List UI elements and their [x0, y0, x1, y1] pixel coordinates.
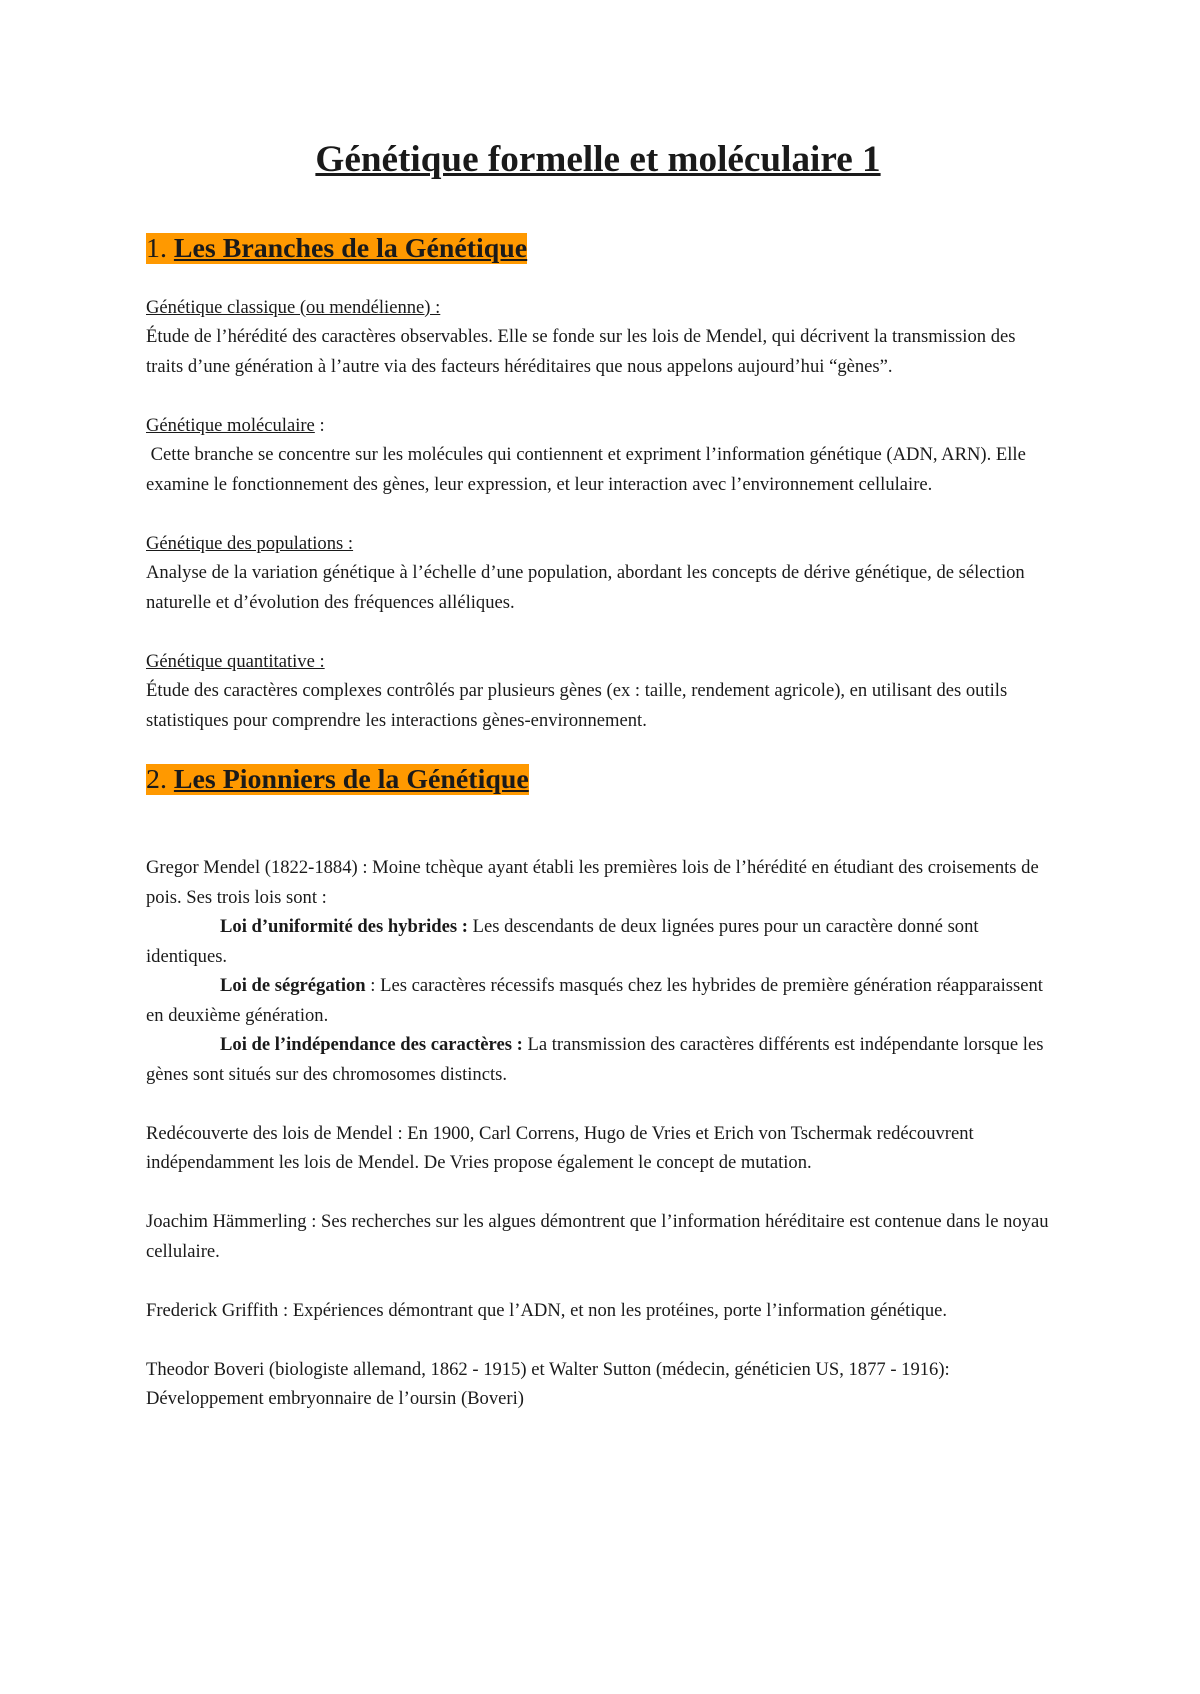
branch-classique-text: Étude de l’hérédité des caractères observables. Elle se fonde sur les lois de Mendel, qui décrivent la transmission des traits d’une génération à l’autre via des facteurs héréditaires que nous appelons aujourd’hui “gènes”.: [146, 326, 1016, 377]
boveri-paragraph: Theodor Boveri (biologiste allemand, 1862 - 1915) et Walter Sutton (médecin, généticien US, 1877 - 1916):: [146, 1358, 950, 1380]
boveri-development: Développement embryonnaire de l’oursin (Boveri): [146, 1388, 524, 1409]
section-1-label: Les Branches de la Génétique: [173, 232, 528, 264]
section-2-number: 2.: [146, 763, 167, 795]
section-2-heading: [146, 765, 1050, 795]
branch-moleculaire-title: Génétique moléculaire: [146, 414, 315, 436]
law-uniformity: [146, 912, 1050, 971]
law-segregation-text: : Les caractères récessifs masqués chez les hybrides de première génération réapparaissent en deuxième génération.: [146, 975, 1043, 1026]
branch-quantitative: [146, 647, 1050, 736]
branch-quantitative-text: Étude des caractères complexes contrôlés par plusieurs gènes (ex : taille, rendement agricole), en utilisant des outils statistiques pour comprendre les interactions gènes-environnement.: [146, 680, 1008, 731]
branch-classique: [146, 293, 1050, 382]
law-segregation: [146, 971, 1050, 1030]
branch-populations: [146, 529, 1050, 618]
branch-populations-title: Génétique des populations :: [146, 532, 354, 554]
branch-classique-title: Génétique classique (ou mendélienne) :: [146, 296, 441, 318]
mendel-block: [146, 853, 1050, 1089]
branch-quantitative-title: Génétique quantitative :: [146, 650, 325, 672]
section-2-label: Les Pionniers de la Génétique: [173, 763, 529, 795]
section-1-number: 1.: [146, 232, 167, 264]
law-independence-text: La transmission des caractères différents est indépendante lorsque les gènes sont situés sur des chromosomes distincts.: [146, 1034, 1044, 1085]
griffith-paragraph: Frederick Griffith : Expériences démontrant que l’ADN, et non les protéines, porte l’information génétique.: [146, 1299, 948, 1321]
mendel-intro: Gregor Mendel (1822-1884) : Moine tchèque ayant établi les premières lois de l’hérédité en étudiant des croisements de pois. Ses trois lois sont :: [146, 857, 1039, 908]
law-uniformity-text: Les descendants de deux lignées pures pour un caractère donné sont identiques.: [146, 916, 979, 967]
hammerling-paragraph: Joachim Hämmerling : Ses recherches sur les algues démontrent que l’information héréditaire est contenue dans le noyau cellulaire.: [146, 1211, 1049, 1262]
law-independence: [146, 1030, 1050, 1089]
document-title: Génétique formelle et moléculaire 1: [315, 139, 881, 180]
law-uniformity-name: Loi d’uniformité des hybrides :: [220, 916, 468, 937]
rediscovery-paragraph: Redécouverte des lois de Mendel : En 1900, Carl Correns, Hugo de Vries et Erich von Tschermak redécouvrent indépendamment les lois de Mendel. De Vries propose également le concept de mutation.: [146, 1122, 974, 1173]
branch-moleculaire-text: Cette branche se concentre sur les molécules qui contiennent et expriment l’information génétique (ADN, ARN). Elle examine le fonctionnement des gènes, leur expression, et leur interaction avec l’environnement cellulaire.: [146, 444, 1031, 495]
law-segregation-name: Loi de ségrégation: [220, 975, 366, 996]
branch-populations-text: Analyse de la variation génétique à l’échelle d’une population, abordant les concepts de dérive génétique, de sélection naturelle et d’évolution des fréquences alléliques.: [146, 562, 1025, 613]
branch-moleculaire-suffix: :: [314, 414, 325, 436]
branch-moleculaire: [146, 411, 1050, 500]
law-independence-name: Loi de l’indépendance des caractères :: [220, 1034, 523, 1055]
section-1-heading: [146, 234, 1050, 264]
